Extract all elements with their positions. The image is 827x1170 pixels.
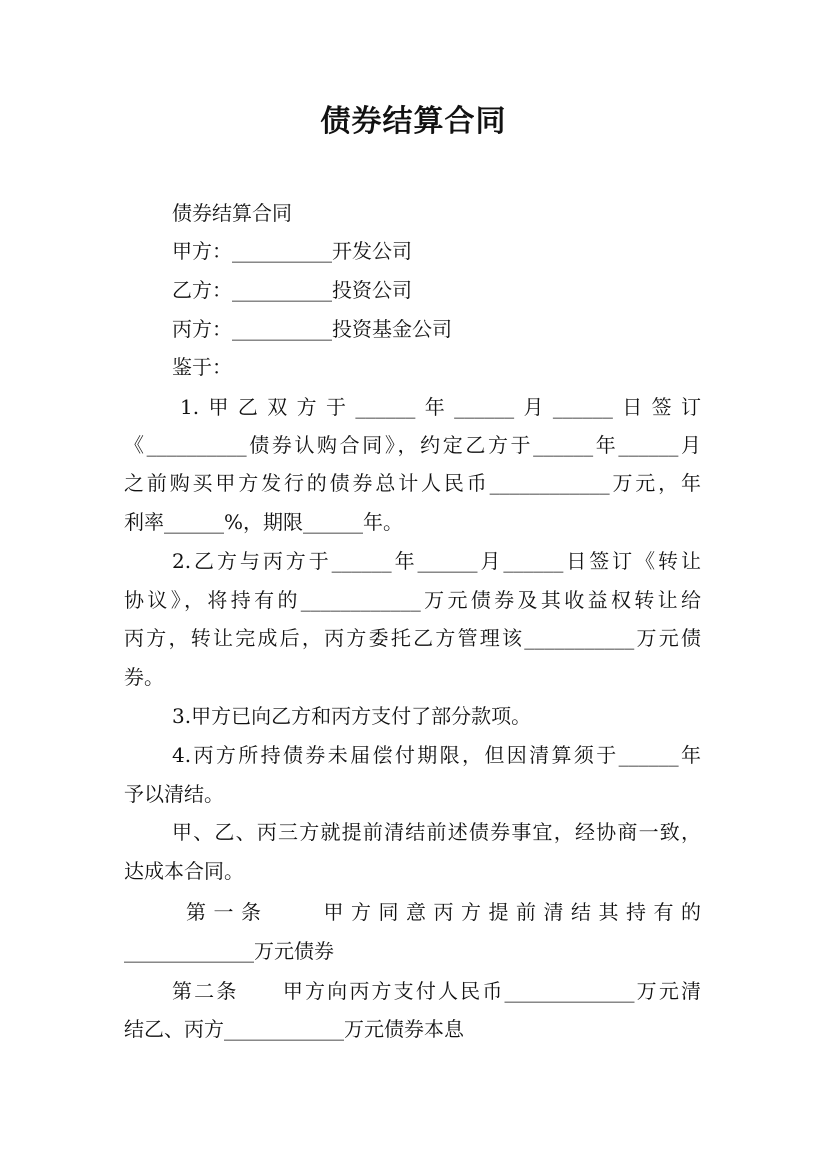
recital-2-line-1: 2.乙方与丙方于______年______月______日签订《转让 xyxy=(172,549,701,573)
recital-2-line-2: 协议》，将持有的____________万元债券及其收益权转让给 xyxy=(124,588,701,612)
recital-2-line-3: 丙方，转让完成后，丙方委托乙方管理该___________万元债 xyxy=(124,626,701,650)
intro-heading: 债券结算合同 xyxy=(172,201,292,225)
agreement-line-2: 达成本合同。 xyxy=(124,859,244,883)
recital-1-line-4: 利率______%，期限______年。 xyxy=(124,510,404,534)
party-b-line: 乙方：__________投资公司 xyxy=(172,278,412,302)
recital-1-line-3: 之前购买甲方发行的债券总计人民币____________万元，年 xyxy=(124,471,701,495)
document-title: 债券结算合同 xyxy=(320,104,507,139)
party-a-line: 甲方：__________开发公司 xyxy=(172,239,412,263)
article-1-line-2: _____________万元债券 xyxy=(124,939,334,963)
article-2-line-1: 第二条 甲方向丙方支付人民币_____________万元清 xyxy=(172,979,701,1003)
article-1-line-1: 第一条 甲方同意丙方提前清结其持有的 xyxy=(186,900,701,924)
recital-2-line-4: 券。 xyxy=(124,665,164,689)
recital-1-line-1: 1.甲乙双方于______年______月______日签订 xyxy=(180,395,701,419)
agreement-line-1: 甲、乙、丙三方就提前清结前述债券事宜，经协商一致， xyxy=(172,820,701,844)
recital-4-line-2: 予以清结。 xyxy=(124,782,224,806)
recital-1-line-2: 《__________债券认购合同》，约定乙方于______年______月 xyxy=(124,433,701,457)
whereas-label: 鉴于： xyxy=(172,355,232,379)
recital-4-line-1: 4.丙方所持债券未届偿付期限，但因清算须于______年 xyxy=(172,743,701,767)
article-2-line-2: 结乙、丙方____________万元债券本息 xyxy=(124,1017,464,1041)
recital-3-line: 3.甲方已向乙方和丙方支付了部分款项。 xyxy=(172,704,532,728)
party-c-line: 丙方：__________投资基金公司 xyxy=(172,317,452,341)
